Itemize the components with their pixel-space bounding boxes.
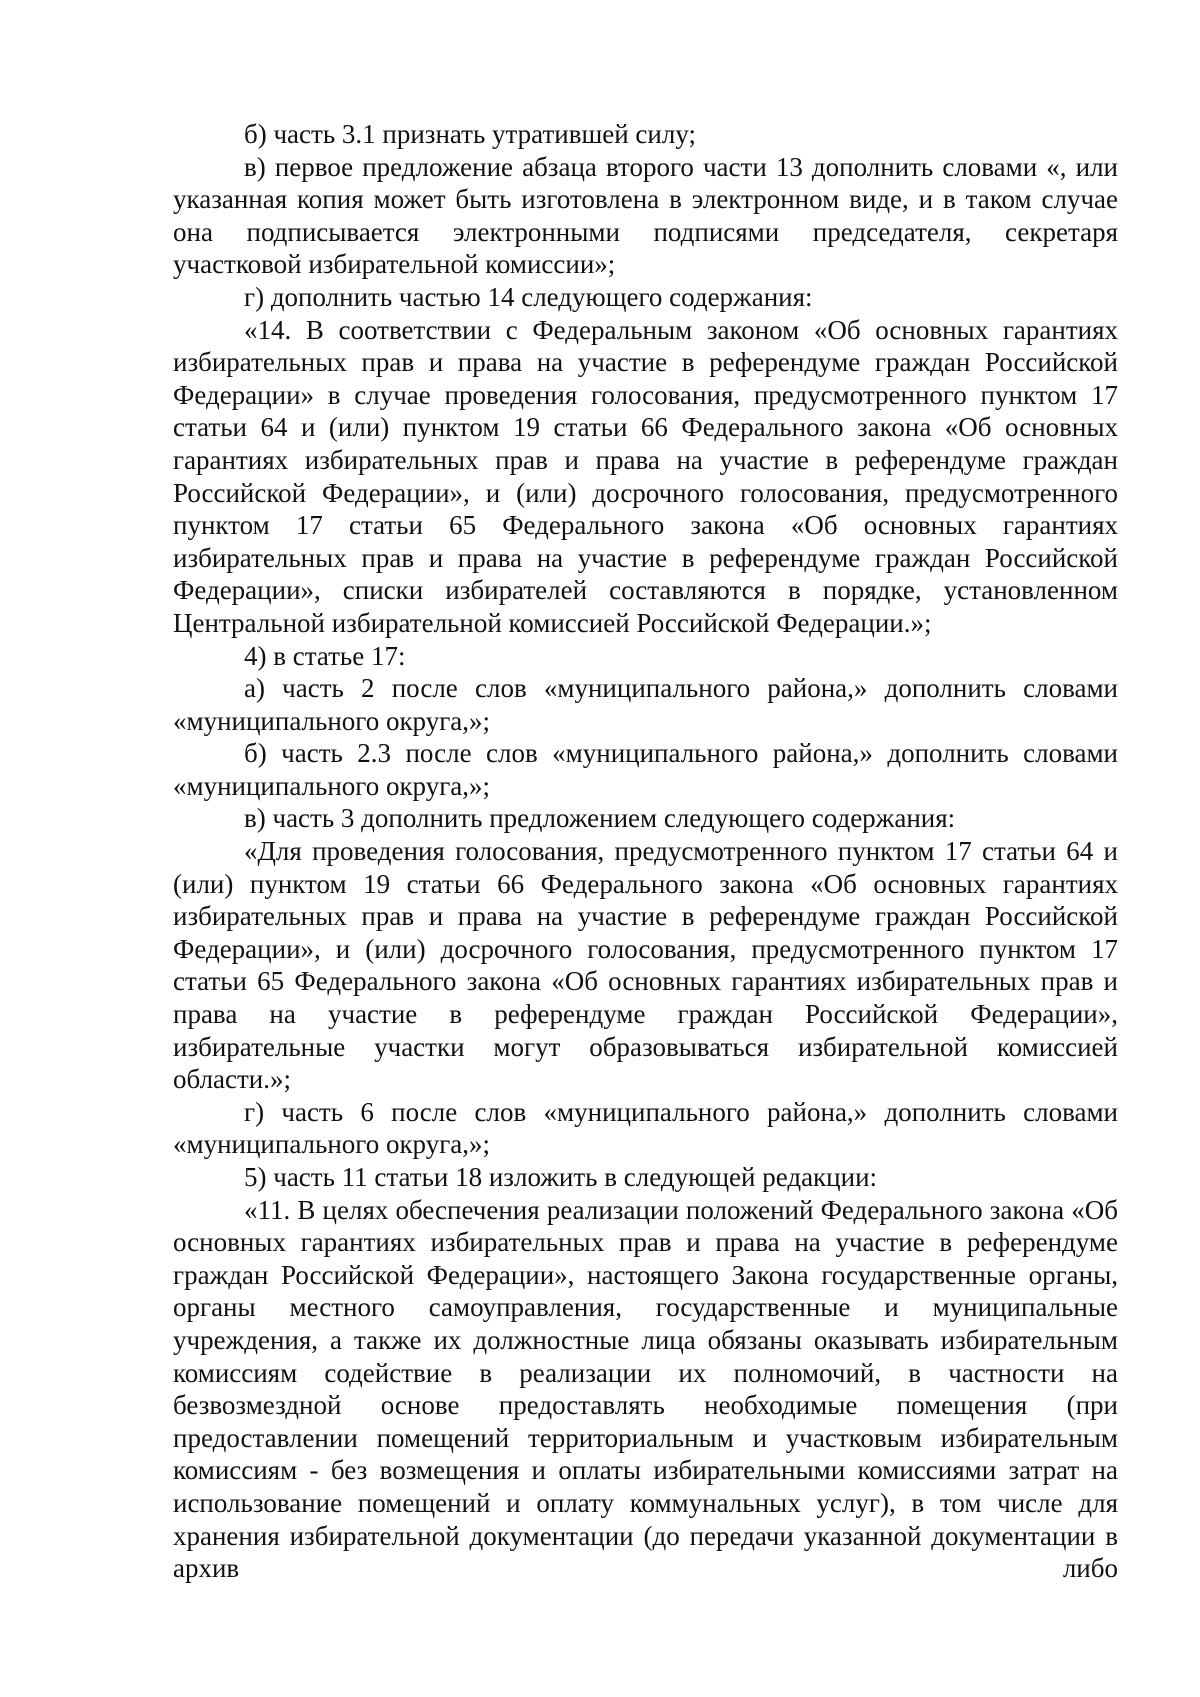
paragraph-7: б) часть 2.3 после слов «муниципального района,» дополнить словами «муниципального округа,»; <box>173 738 1118 801</box>
paragraph-1: б) часть 3.1 признать утратившей силу; <box>244 119 696 149</box>
paragraph-11: 5) часть 11 статьи 18 изложить в следующей редакции: <box>244 1162 878 1192</box>
paragraph-4: «14. В соответствии с Федеральным законом «Об основных гарантиях избирательных прав и права на участие в референдуме граждан Российской Федерации» в случае проведения голосования, предусмотренного пунктом 17 статьи 64 и (или) пунктом 19 статьи 66 Федерального закона «Об основных гарантиях избирательных прав и права на участие в референдуме граждан Российской Федерации», и (или) досрочного голосования, предусмотренного пунктом 17 статьи 65 Федерального закона «Об основных гарантиях избирательных прав и права на участие в референдуме граждан Российской Федерации», списки избирателей составляются в порядке, установленном Центральной избирательной комиссией Российской Федерации.»; <box>173 314 1118 638</box>
paragraph-2: в) первое предложение абзаца второго части 13 дополнить словами «, или указанная копия может быть изготовлена в электронном виде, и в таком случае она подписывается электронными подписями председателя, секретаря участковой избирательной комиссии»; <box>173 151 1118 280</box>
paragraph-5: 4) в статье 17: <box>244 640 406 671</box>
paragraph-8: в) часть 3 дополнить предложением следующего содержания: <box>244 803 956 834</box>
paragraph-12: «11. В целях обеспечения реализации положений Федерального закона «Об основных гарантиях избирательных прав и права на участие в референдуме граждан Российской Федерации», настоящего Закона государственные органы, органы местного самоуправления, государственные и муниципальные учреждения, а также их должностные лица обязаны оказывать избирательным комиссиям содействие в реализации их полномочий, в частности на безвозмездной основе предоставлять необходимые помещения (при предоставлении помещений территориальным и участковым избирательным комиссиям - без возмещения и оплаты избирательными комиссиями затрат на использование помещений и оплату коммунальных услуг), в том числе для хранения избирательной документации (до передачи указанной документации в архив либо <box>173 1194 1118 1584</box>
paragraph-9: «Для проведения голосования, предусмотренного пунктом 17 статьи 64 и (или) пунктом 19 статьи 66 Федерального закона «Об основных гарантиях избирательных прав и права на участие в референдуме граждан Российской Федерации», и (или) досрочного голосования, предусмотренного пунктом 17 статьи 65 Федерального закона «Об основных гарантиях избирательных прав и права на участие в референдуме граждан Российской Федерации», избирательные участки могут образовываться избирательной комиссией области.»; <box>173 836 1118 1095</box>
paragraph-10: г) часть 6 после слов «муниципального района,» дополнить словами «муниципального округа,»; <box>173 1096 1118 1160</box>
paragraph-3: г) дополнить частью 14 следующего содержания: <box>244 281 813 312</box>
paragraph-6: а) часть 2 после слов «муниципального района,» дополнить словами «муниципального округа,»; <box>173 673 1118 736</box>
document-page <box>173 118 1118 1585</box>
